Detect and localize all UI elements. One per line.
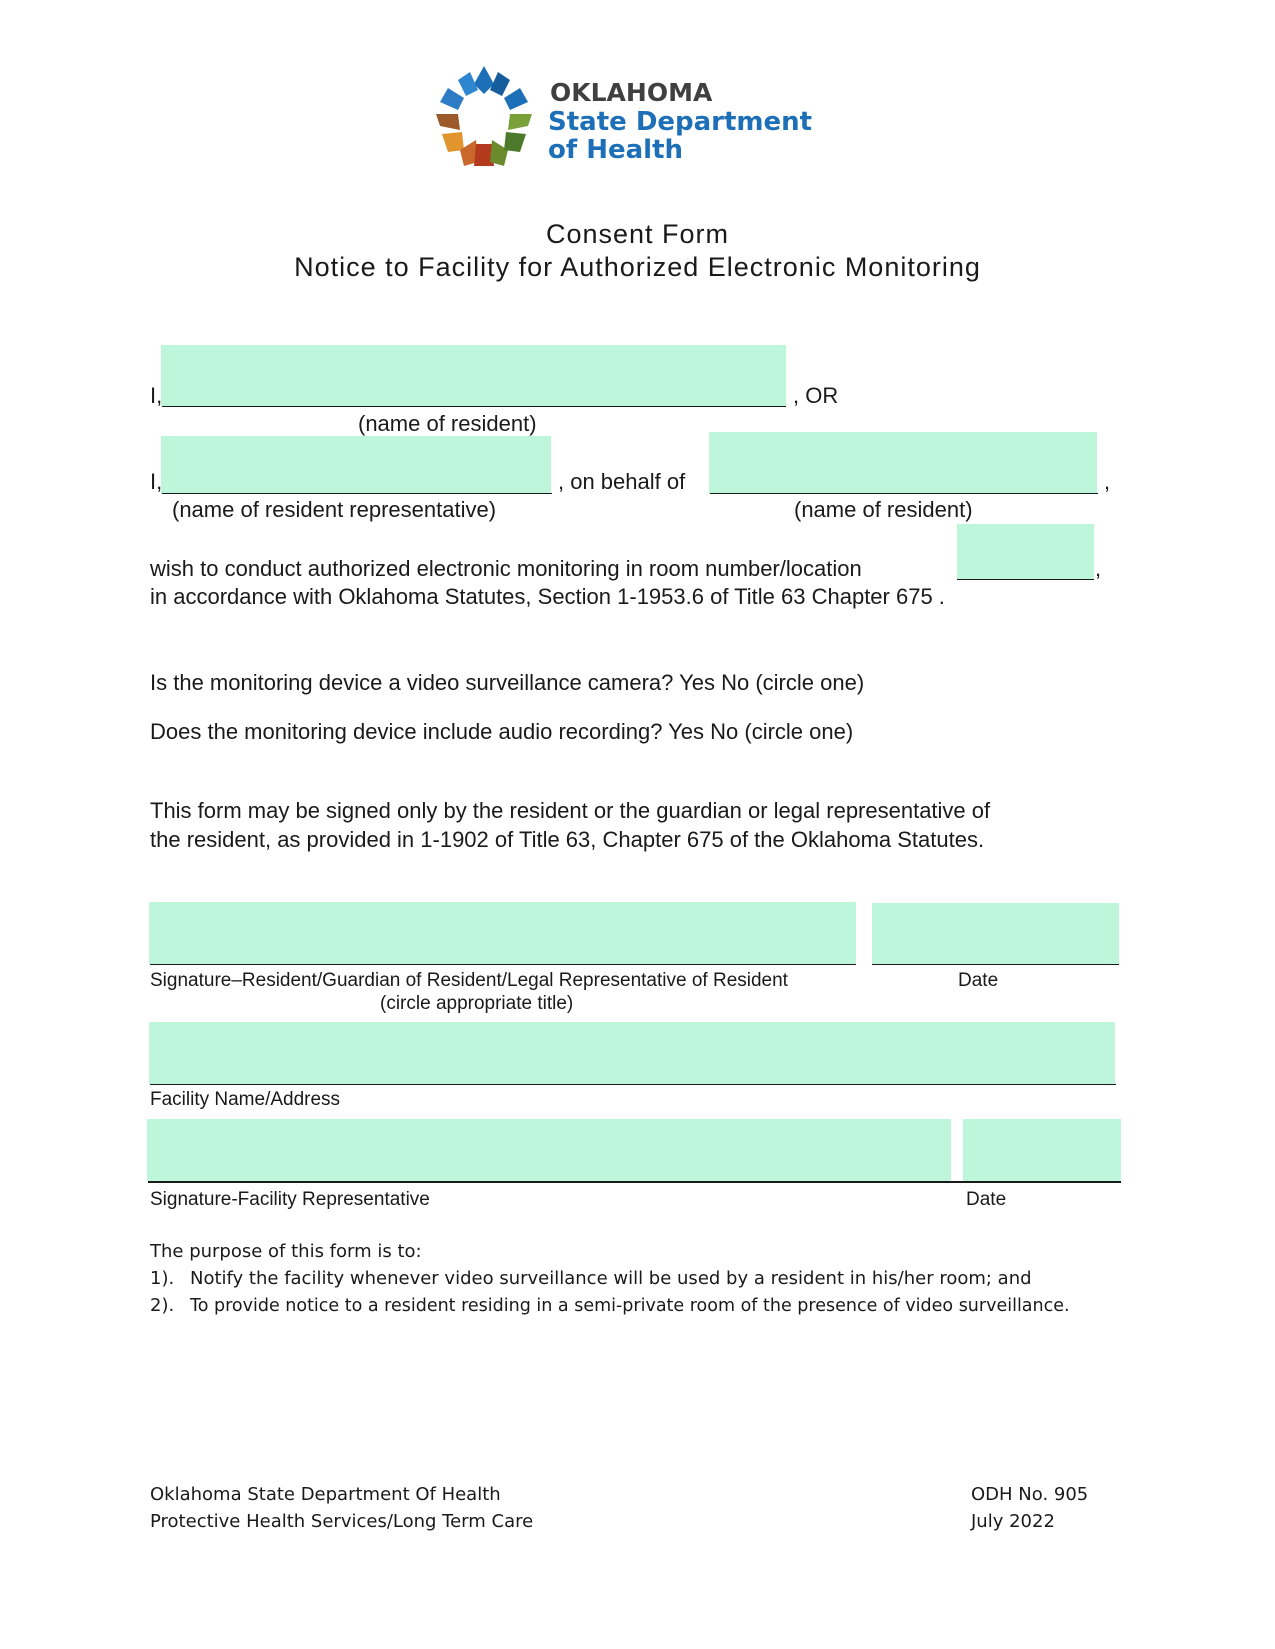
resident-signature-label: Signature–Resident/Guardian of Resident/Legal Representative of Resident bbox=[150, 970, 788, 991]
resident-name-field[interactable] bbox=[161, 345, 786, 406]
question-audio-recording: Does the monitoring device include audio recording? Yes No (circle one) bbox=[150, 719, 854, 744]
facility-signature-date-label: Date bbox=[966, 1189, 1007, 1210]
resident-name-caption: (name of resident) bbox=[358, 411, 537, 436]
resident-signature-date-underline bbox=[872, 964, 1119, 965]
room-location-underline bbox=[957, 579, 1094, 580]
row2-prefix: I, bbox=[150, 469, 163, 494]
purpose-item bbox=[150, 1268, 1032, 1289]
row2-middle: , on behalf of bbox=[558, 469, 686, 494]
facility-signature-label: Signature-Facility Representative bbox=[150, 1189, 430, 1210]
purpose-intro: The purpose of this form is to: bbox=[150, 1241, 422, 1262]
resident-signature-underline bbox=[150, 964, 856, 965]
footer-division: Protective Health Services/Long Term Care bbox=[150, 1511, 534, 1532]
footer-form-number: ODH No. 905 bbox=[971, 1484, 1089, 1505]
resident-signature-sublabel: (circle appropriate title) bbox=[380, 993, 574, 1014]
monitoring-statement-line1: wish to conduct authorized electronic monitoring in room number/location bbox=[150, 556, 862, 581]
row3-suffix: , bbox=[1095, 556, 1102, 581]
room-location-field[interactable] bbox=[957, 524, 1094, 580]
facility-signature-date-field[interactable] bbox=[963, 1119, 1121, 1181]
logo-line-of-health: of Health bbox=[548, 135, 684, 165]
resident-signature-date-label: Date bbox=[958, 970, 999, 991]
form-subtitle: Notice to Facility for Authorized Electronic Monitoring bbox=[294, 252, 981, 282]
facility-name-address-field[interactable] bbox=[149, 1022, 1115, 1084]
resident-signature-field[interactable] bbox=[149, 902, 856, 964]
signing-notice-line2: the resident, as provided in 1-1902 of Title 63, Chapter 675 of the Oklahoma Statutes. bbox=[150, 827, 985, 852]
footer-agency-name: Oklahoma State Department Of Health bbox=[150, 1484, 501, 1505]
facility-name-address-underline bbox=[150, 1084, 1116, 1085]
monitoring-statement-line2: in accordance with Oklahoma Statutes, Section 1-1953.6 of Title 63 Chapter 675 . bbox=[150, 584, 945, 609]
on-behalf-resident-name-field[interactable] bbox=[709, 432, 1097, 494]
logo-line-state-department: State Department bbox=[548, 107, 813, 137]
representative-name-caption: (name of resident representative) bbox=[172, 497, 497, 522]
resident-signature-date-field[interactable] bbox=[872, 903, 1119, 964]
purpose-item-number: 1). bbox=[150, 1268, 175, 1289]
form-title: Consent Form bbox=[545, 219, 730, 249]
agency-logo bbox=[430, 62, 830, 174]
resident-name-underline bbox=[162, 406, 786, 407]
representative-name-underline bbox=[162, 493, 552, 494]
purpose-item-text: To provide notice to a resident residing in a semi-private room of the presence of video surveillance. bbox=[190, 1296, 1070, 1316]
row1-prefix: I, bbox=[150, 383, 163, 408]
purpose-item-text: Notify the facility whenever video surveillance will be used by a resident in his/her room; and bbox=[190, 1268, 1032, 1289]
star-emblem-icon bbox=[430, 62, 538, 170]
purpose-item bbox=[150, 1295, 1070, 1316]
row1-suffix: , OR bbox=[793, 383, 839, 408]
footer-form-date: July 2022 bbox=[971, 1511, 1055, 1532]
row2-suffix: , bbox=[1104, 469, 1111, 494]
on-behalf-resident-underline bbox=[710, 493, 1098, 494]
logo-line-oklahoma: OKLAHOMA bbox=[550, 78, 713, 107]
signing-notice-line1: This form may be signed only by the resident or the guardian or legal representative of bbox=[150, 798, 991, 823]
on-behalf-resident-caption: (name of resident) bbox=[794, 497, 973, 522]
purpose-item-number: 2). bbox=[150, 1295, 175, 1316]
question-video-camera: Is the monitoring device a video surveillance camera? Yes No (circle one) bbox=[150, 670, 865, 695]
representative-name-field[interactable] bbox=[161, 436, 551, 494]
facility-name-address-label: Facility Name/Address bbox=[150, 1089, 341, 1110]
facility-signature-field[interactable] bbox=[147, 1119, 951, 1181]
facility-signature-underline bbox=[148, 1181, 1121, 1183]
